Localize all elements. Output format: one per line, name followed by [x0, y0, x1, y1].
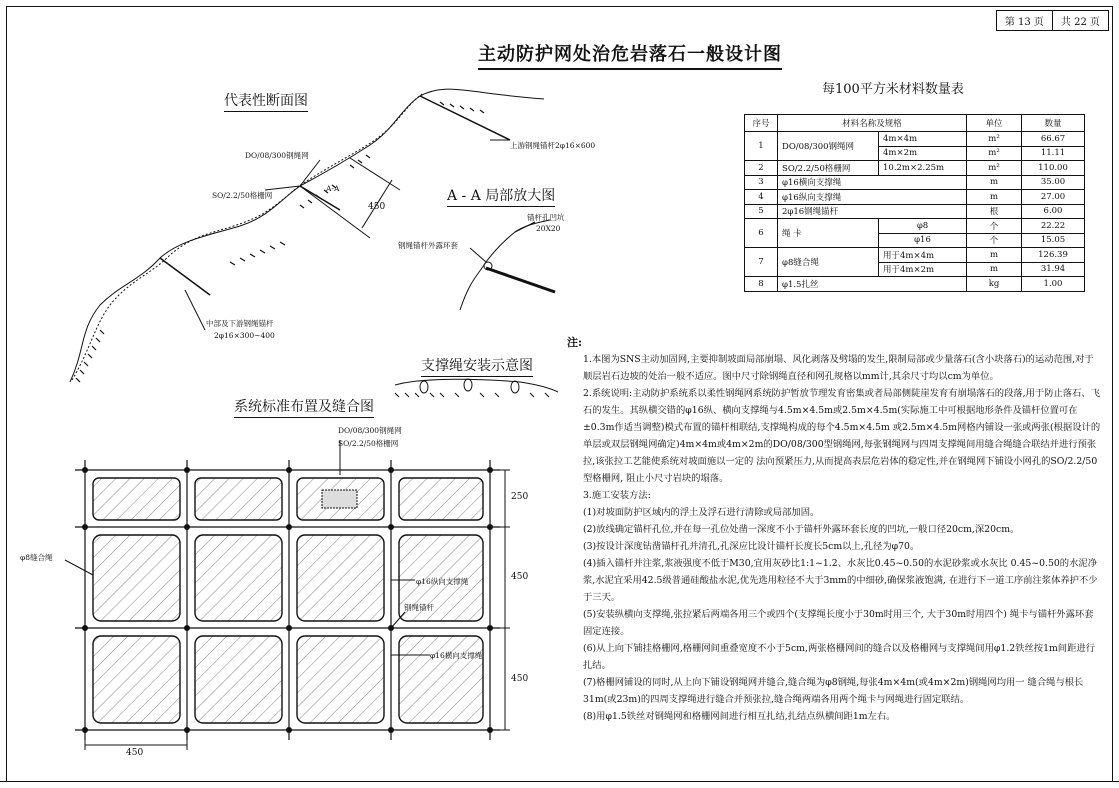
profile-heading: 代表性断面图 — [224, 90, 308, 112]
label-groove-size: 20X20 — [536, 224, 561, 233]
label-dim-250: 250 — [511, 492, 529, 502]
table-row: 4m×2m m² 11.11 — [745, 146, 1085, 161]
table-row: 6 绳 卡 φ8 个 22.22 — [745, 219, 1085, 234]
table-header — [745, 115, 1085, 132]
install-heading: 支撑绳安装示意图 — [421, 355, 533, 377]
label-dim-450: 450 — [368, 202, 386, 212]
notes-heading: 注: — [567, 336, 583, 349]
step-7: (7)格栅网铺设的同时,从上向下铺设钢绳网并缝合,缝合绳为φ8钢绳,每张4m×4m(或4m×2m)钢绳网均用一 缝合绳与根长31m(或23m)的四周支撑绳进行缝合并预张拉,缝合绳两端各用两个绳卡与网绳进行固定联结。 — [583, 677, 1084, 705]
page-total: 共 22 页 — [1052, 11, 1108, 30]
label-groove: 锚杆孔凹坑 — [527, 213, 565, 222]
label-ring: 钢绳锚杆外露环套 — [398, 241, 458, 250]
note-1: 1.本图为SNS主动加固网,主要抑制坡面局部崩塌、风化剥落及劈塌的发生,限制局部或少量落石(含小块落石)的运动范围,对于顺层岩石边坡的处治一般不适应。图中尺寸除钢绳直径和网孔规格以mm计,其余尺寸均以cm为单位。 — [583, 354, 1094, 382]
label-lower-anchor-1: 中部及下游钢绳锚杆 — [206, 319, 274, 328]
table-row: 5 2φ16钢绳锚杆 根 6.00 — [745, 204, 1085, 219]
leader-seam — [65, 560, 93, 575]
table-row: φ16 个 15.05 — [745, 233, 1085, 248]
label-dim-450c: 450 — [126, 748, 144, 758]
step-6: (6)从上向下铺挂格栅网,格栅网间重叠宽度不小于5cm,两张格栅网间的缝合以及格栅网与支撑绳间用φ1.2铁丝按1m间距进行扎结。 — [583, 643, 1095, 671]
drawing-title: 主动防护网处治危岩落石一般设计图 — [478, 40, 782, 70]
label-anchor: 钢绳锚杆 — [404, 603, 434, 612]
header-name: 材料名称及规格 — [778, 115, 967, 132]
note-2: 2.系统说明:主动防护系统系以柔性钢绳网系统防护暂放节理发育密集或者局部侧陡崖发育有崩塌落石的段落,用于防止落石、飞石的发生。其纵横交错的φ16纵、横向支撑绳与4.5m×4.5m或2.5m×4.5m(实际施工中可根据地形条件及锚杆位置可在±0.3m作适当调整)模式布置的锚杆相联结,支撑绳构成的每个4.5m×4.5m 或2.5m×4.5m网格内铺设一张或两张(根据设计的单层或双层钢绳网确定)4m×4m或4m×2m的DO/08/300型钢绳网,每张钢绳网与四周支撑绳间用缝合绳缝合联结并进行预张拉,该张拉工艺能使系统对坡面施以一定的 法向预紧压力,从而提高表层危岩体的稳定性,并在钢绳网下铺设小网孔的SO/2.2/50型格栅网, 阻止小尺寸岩块的塌落。 — [583, 388, 1101, 484]
label-aa: A-A — [326, 184, 340, 193]
header-no: 序号 — [745, 115, 778, 132]
label-dim-450a: 450 — [511, 572, 529, 582]
label-do-net: DO/08/300钢绳网 — [245, 151, 309, 160]
header-unit: 单位 — [967, 115, 1022, 132]
page-current: 第 13 页 — [1004, 17, 1044, 28]
label-seam-rope: φ8缝合绳 — [20, 553, 53, 562]
top-row-panels — [93, 478, 483, 520]
table-row: 4 φ16纵向支撑绳 m 27.00 — [745, 190, 1085, 205]
table-row: 用于4m×2m m 31.94 — [745, 262, 1085, 277]
bottom-border — [0, 781, 1119, 788]
label-vertical-rope: φ16纵向支撑绳 — [416, 577, 469, 586]
label-lower-anchor-2: 2φ16×300~400 — [214, 331, 275, 340]
label-upper-anchor: 上游钢绳锚杆2φ16×600 — [510, 141, 596, 150]
step-2: (2)放线确定锚杆孔位,并在每一孔位处凿一深度不小于锚杆外露环套长度的凹坑,一般口径20cm,深20cm。 — [583, 524, 1020, 535]
table-row: 7 φ8缝合绳 用于4m×4m m 126.39 — [745, 248, 1085, 263]
so-net-sample — [322, 490, 357, 508]
detail-heading: A - A 局部放大图 — [447, 185, 555, 207]
note-3: 3.施工安装方法: — [583, 490, 651, 501]
step-1: (1)对坡面防护区域内的浮土及浮石进行清除或局部加固。 — [583, 507, 820, 518]
table-row: 3 φ16横向支撑绳 m 35.00 — [745, 175, 1085, 190]
header-qty: 数量 — [1022, 115, 1085, 132]
label-horizontal-rope: φ16横向支撑绳 — [430, 651, 483, 660]
step-5: (5)安装纵横向支撑绳,张拉紧后两端各用三个或四个(支撑绳长度小于30m时用三个, 大于30m时用四个) 绳卡与锚杆外露环套固定连接。 — [583, 609, 1094, 637]
step-3: (3)按设计深度钻凿锚杆孔并清孔,孔深应比设计锚杆长度长5cm以上,孔径为φ70。 — [583, 541, 920, 552]
label-dim-450b: 450 — [511, 674, 529, 684]
label-so-net: SO/2.2/50格栅网 — [212, 191, 273, 200]
step-8: (8)用φ1.5铁丝对钢绳网和格栅网间进行相互扎结,扎结点纵横间距1m左右。 — [583, 711, 896, 722]
layout-heading: 系统标准布置及缝合图 — [234, 396, 374, 418]
table-row: 8 φ1.5扎丝 kg 1.00 — [745, 277, 1085, 292]
table-row: 1 DO/08/300钢绳网 4m×4m m² 66.67 — [745, 132, 1085, 147]
material-table — [744, 114, 1085, 292]
label-layout-so: SO/2.2/50格栅网 — [338, 439, 399, 448]
table-row: 2 SO/2.2/50格栅网 10.2m×2.25m m² 110.00 — [745, 161, 1085, 176]
step-4: (4)插入锚杆并注浆,浆液强度不低于M30,宜用灰砂比1:1~1.2、水灰比0.45~0.50的水泥砂浆或水灰比 0.45~0.50的水泥净浆,水泥宜采用42.5级普通硅酸盐水泥,优先选用粒径不大于3mm的中细砂,确保浆液饱满, 在进行下一道工序前注浆体养护不少于三天。 — [583, 558, 1098, 603]
label-layout-do: DO/08/300钢绳网 — [338, 426, 402, 435]
notes-block — [567, 334, 1102, 725]
table-title: 每100平方米材料数量表 — [822, 82, 964, 97]
